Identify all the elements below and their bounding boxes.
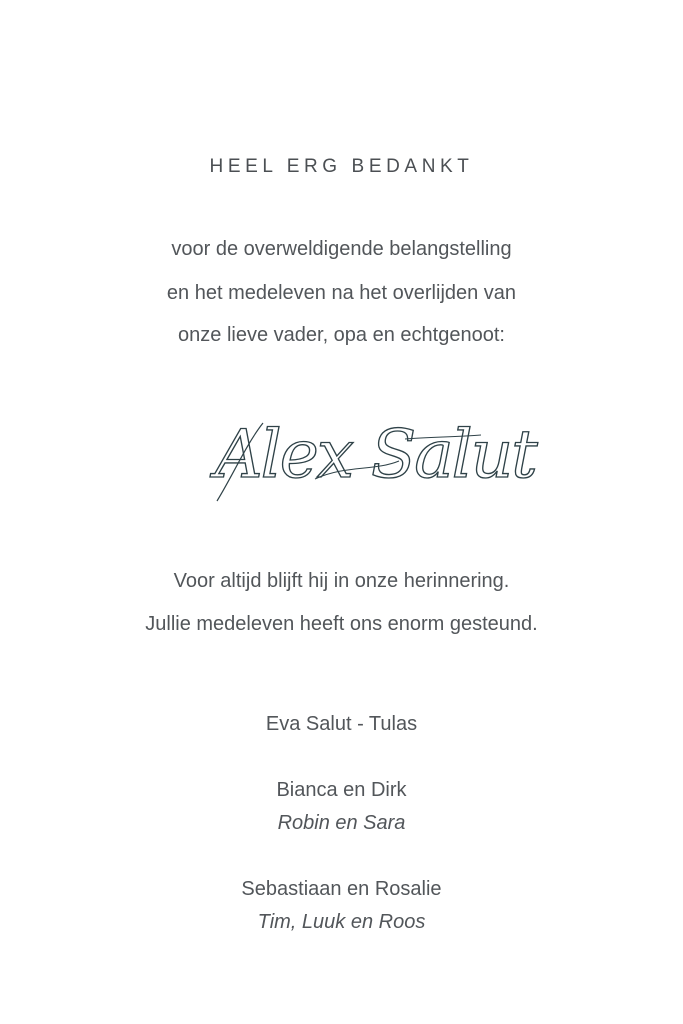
grandchildren-family-1: Robin en Sara bbox=[277, 812, 406, 834]
grandchildren-family-2: Tim, Luuk en Roos bbox=[257, 911, 426, 933]
intro-line-3: onze lieve vader, opa en echtgenoot: bbox=[178, 324, 505, 346]
intro-line-2: en het medeleven na het overlijden van bbox=[166, 282, 517, 304]
card-heading: HEEL ERG BEDANKT bbox=[209, 156, 474, 177]
closing-line-2: Jullie medeleven heeft ons enorm gesteund. bbox=[145, 613, 538, 635]
intro-line-1: voor de overweldigende belangstelling bbox=[171, 238, 512, 260]
closing-line-1: Voor altijd blijft hij in onze herinnering. bbox=[173, 570, 510, 592]
child-family-1: Bianca en Dirk bbox=[276, 779, 407, 801]
deceased-name-signature bbox=[195, 405, 536, 515]
child-family-2: Sebastiaan en Rosalie bbox=[241, 878, 442, 900]
spouse-name: Eva Salut - Tulas bbox=[265, 713, 418, 735]
deceased-name: Alex Salut bbox=[215, 416, 536, 493]
